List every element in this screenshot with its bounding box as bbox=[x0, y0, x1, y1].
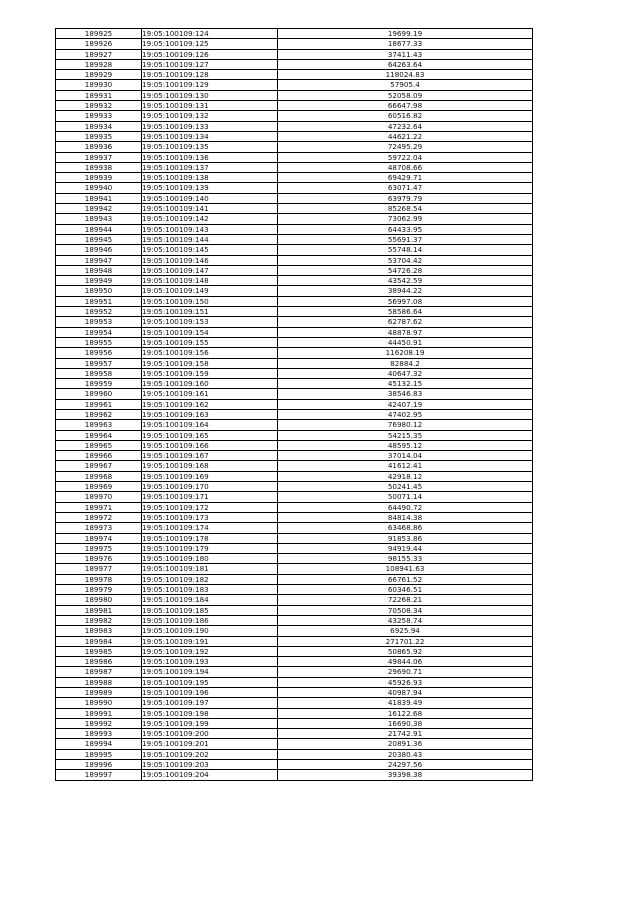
table-row bbox=[56, 420, 533, 430]
value-cell: 44621.22 bbox=[278, 131, 533, 141]
cadastral-number-cell: 19:05:100109:137 bbox=[142, 162, 278, 172]
table-row bbox=[56, 708, 533, 718]
value-cell: 40647.32 bbox=[278, 368, 533, 378]
row-id-cell: 189986 bbox=[56, 657, 142, 667]
cadastral-number-cell: 19:05:100109:161 bbox=[142, 389, 278, 399]
row-id-cell: 189951 bbox=[56, 296, 142, 306]
row-id-cell: 189995 bbox=[56, 749, 142, 759]
value-cell: 20380.43 bbox=[278, 749, 533, 759]
table-row bbox=[56, 461, 533, 471]
table-row bbox=[56, 307, 533, 317]
row-id-cell: 189958 bbox=[56, 368, 142, 378]
table-row bbox=[56, 90, 533, 100]
row-id-cell: 189949 bbox=[56, 276, 142, 286]
value-cell: 43258.74 bbox=[278, 615, 533, 625]
cadastral-number-cell: 19:05:100109:180 bbox=[142, 554, 278, 564]
table-row bbox=[56, 379, 533, 389]
row-id-cell: 189994 bbox=[56, 739, 142, 749]
value-cell: 50865.92 bbox=[278, 646, 533, 656]
cadastral-number-cell: 19:05:100109:202 bbox=[142, 749, 278, 759]
cadastral-number-cell: 19:05:100109:145 bbox=[142, 245, 278, 255]
cadastral-number-cell: 19:05:100109:140 bbox=[142, 193, 278, 203]
value-cell: 57905.4 bbox=[278, 80, 533, 90]
table-row bbox=[56, 688, 533, 698]
value-cell: 53704.42 bbox=[278, 255, 533, 265]
row-id-cell: 189964 bbox=[56, 430, 142, 440]
cadastral-number-cell: 19:05:100109:170 bbox=[142, 482, 278, 492]
table-row bbox=[56, 80, 533, 90]
row-id-cell: 189930 bbox=[56, 80, 142, 90]
value-cell: 98155.33 bbox=[278, 554, 533, 564]
value-cell: 63071.47 bbox=[278, 183, 533, 193]
row-id-cell: 189966 bbox=[56, 451, 142, 461]
table-row bbox=[56, 131, 533, 141]
row-id-cell: 189989 bbox=[56, 688, 142, 698]
row-id-cell: 189963 bbox=[56, 420, 142, 430]
table-row bbox=[56, 667, 533, 677]
table-row bbox=[56, 543, 533, 553]
cadastral-number-cell: 19:05:100109:125 bbox=[142, 39, 278, 49]
value-cell: 50071.14 bbox=[278, 492, 533, 502]
table-row bbox=[56, 265, 533, 275]
row-id-cell: 189982 bbox=[56, 615, 142, 625]
cadastral-number-cell: 19:05:100109:173 bbox=[142, 512, 278, 522]
cadastral-number-cell: 19:05:100109:172 bbox=[142, 502, 278, 512]
value-cell: 271701.22 bbox=[278, 636, 533, 646]
row-id-cell: 189992 bbox=[56, 718, 142, 728]
value-cell: 41612.41 bbox=[278, 461, 533, 471]
cadastral-number-cell: 19:05:100109:185 bbox=[142, 605, 278, 615]
cadastral-number-cell: 19:05:100109:167 bbox=[142, 451, 278, 461]
value-cell: 70508.34 bbox=[278, 605, 533, 615]
cadastral-table bbox=[55, 28, 533, 781]
cadastral-number-cell: 19:05:100109:192 bbox=[142, 646, 278, 656]
row-id-cell: 189938 bbox=[56, 162, 142, 172]
row-id-cell: 189967 bbox=[56, 461, 142, 471]
cadastral-number-cell: 19:05:100109:193 bbox=[142, 657, 278, 667]
table-row bbox=[56, 348, 533, 358]
cadastral-number-cell: 19:05:100109:181 bbox=[142, 564, 278, 574]
cadastral-number-cell: 19:05:100109:143 bbox=[142, 224, 278, 234]
table-row bbox=[56, 234, 533, 244]
row-id-cell: 189968 bbox=[56, 471, 142, 481]
value-cell: 63979.79 bbox=[278, 193, 533, 203]
table-row bbox=[56, 59, 533, 69]
table-row bbox=[56, 739, 533, 749]
value-cell: 76980.12 bbox=[278, 420, 533, 430]
table-row bbox=[56, 595, 533, 605]
row-id-cell: 189984 bbox=[56, 636, 142, 646]
cadastral-number-cell: 19:05:100109:197 bbox=[142, 698, 278, 708]
value-cell: 59722.04 bbox=[278, 152, 533, 162]
value-cell: 45926.93 bbox=[278, 677, 533, 687]
table-row bbox=[56, 193, 533, 203]
row-id-cell: 189971 bbox=[56, 502, 142, 512]
row-id-cell: 189934 bbox=[56, 121, 142, 131]
cadastral-number-cell: 19:05:100109:133 bbox=[142, 121, 278, 131]
table-row bbox=[56, 317, 533, 327]
value-cell: 37411.43 bbox=[278, 49, 533, 59]
value-cell: 39398.38 bbox=[278, 770, 533, 780]
cadastral-number-cell: 19:05:100109:130 bbox=[142, 90, 278, 100]
value-cell: 116208.19 bbox=[278, 348, 533, 358]
row-id-cell: 189977 bbox=[56, 564, 142, 574]
table-row bbox=[56, 502, 533, 512]
table-row bbox=[56, 718, 533, 728]
value-cell: 47402.95 bbox=[278, 409, 533, 419]
table-row bbox=[56, 729, 533, 739]
value-cell: 29690.71 bbox=[278, 667, 533, 677]
value-cell: 44450.91 bbox=[278, 337, 533, 347]
value-cell: 42918.12 bbox=[278, 471, 533, 481]
row-id-cell: 189961 bbox=[56, 399, 142, 409]
table-row bbox=[56, 204, 533, 214]
row-id-cell: 189980 bbox=[56, 595, 142, 605]
row-id-cell: 189926 bbox=[56, 39, 142, 49]
value-cell: 62787.62 bbox=[278, 317, 533, 327]
table-row bbox=[56, 585, 533, 595]
value-cell: 48878.97 bbox=[278, 327, 533, 337]
row-id-cell: 189942 bbox=[56, 204, 142, 214]
table-row bbox=[56, 482, 533, 492]
table-row bbox=[56, 327, 533, 337]
table-row bbox=[56, 574, 533, 584]
table-row bbox=[56, 492, 533, 502]
row-id-cell: 189945 bbox=[56, 234, 142, 244]
row-id-cell: 189960 bbox=[56, 389, 142, 399]
row-id-cell: 189952 bbox=[56, 307, 142, 317]
cadastral-number-cell: 19:05:100109:148 bbox=[142, 276, 278, 286]
cadastral-number-cell: 19:05:100109:135 bbox=[142, 142, 278, 152]
table-row bbox=[56, 296, 533, 306]
table-row bbox=[56, 49, 533, 59]
value-cell: 108941.63 bbox=[278, 564, 533, 574]
table-row bbox=[56, 636, 533, 646]
table-row bbox=[56, 677, 533, 687]
value-cell: 64433.95 bbox=[278, 224, 533, 234]
row-id-cell: 189937 bbox=[56, 152, 142, 162]
table-row bbox=[56, 770, 533, 780]
table-row bbox=[56, 440, 533, 450]
cadastral-number-cell: 19:05:100109:141 bbox=[142, 204, 278, 214]
cadastral-number-cell: 19:05:100109:153 bbox=[142, 317, 278, 327]
cadastral-number-cell: 19:05:100109:178 bbox=[142, 533, 278, 543]
table-row bbox=[56, 399, 533, 409]
cadastral-number-cell: 19:05:100109:131 bbox=[142, 101, 278, 111]
row-id-cell: 189988 bbox=[56, 677, 142, 687]
row-id-cell: 189953 bbox=[56, 317, 142, 327]
row-id-cell: 189993 bbox=[56, 729, 142, 739]
cadastral-number-cell: 19:05:100109:126 bbox=[142, 49, 278, 59]
cadastral-number-cell: 19:05:100109:200 bbox=[142, 729, 278, 739]
table-body bbox=[56, 29, 533, 781]
table-row bbox=[56, 276, 533, 286]
table-row bbox=[56, 564, 533, 574]
value-cell: 41839.49 bbox=[278, 698, 533, 708]
row-id-cell: 189970 bbox=[56, 492, 142, 502]
row-id-cell: 189943 bbox=[56, 214, 142, 224]
row-id-cell: 189981 bbox=[56, 605, 142, 615]
table-row bbox=[56, 389, 533, 399]
row-id-cell: 189997 bbox=[56, 770, 142, 780]
row-id-cell: 189936 bbox=[56, 142, 142, 152]
table-row bbox=[56, 121, 533, 131]
row-id-cell: 189965 bbox=[56, 440, 142, 450]
row-id-cell: 189976 bbox=[56, 554, 142, 564]
value-cell: 52058.09 bbox=[278, 90, 533, 100]
table-row bbox=[56, 533, 533, 543]
row-id-cell: 189925 bbox=[56, 29, 142, 39]
value-cell: 16690.38 bbox=[278, 718, 533, 728]
value-cell: 37014.04 bbox=[278, 451, 533, 461]
value-cell: 54726.28 bbox=[278, 265, 533, 275]
cadastral-number-cell: 19:05:100109:139 bbox=[142, 183, 278, 193]
cadastral-number-cell: 19:05:100109:160 bbox=[142, 379, 278, 389]
value-cell: 47232.64 bbox=[278, 121, 533, 131]
cadastral-number-cell: 19:05:100109:124 bbox=[142, 29, 278, 39]
value-cell: 72495.29 bbox=[278, 142, 533, 152]
row-id-cell: 189962 bbox=[56, 409, 142, 419]
cadastral-number-cell: 19:05:100109:165 bbox=[142, 430, 278, 440]
value-cell: 38546.83 bbox=[278, 389, 533, 399]
cadastral-number-cell: 19:05:100109:146 bbox=[142, 255, 278, 265]
value-cell: 82884.2 bbox=[278, 358, 533, 368]
cadastral-number-cell: 19:05:100109:183 bbox=[142, 585, 278, 595]
row-id-cell: 189939 bbox=[56, 173, 142, 183]
value-cell: 40987.94 bbox=[278, 688, 533, 698]
cadastral-number-cell: 19:05:100109:174 bbox=[142, 523, 278, 533]
value-cell: 18677.33 bbox=[278, 39, 533, 49]
row-id-cell: 189932 bbox=[56, 101, 142, 111]
table-row bbox=[56, 698, 533, 708]
cadastral-number-cell: 19:05:100109:142 bbox=[142, 214, 278, 224]
cadastral-number-cell: 19:05:100109:204 bbox=[142, 770, 278, 780]
cadastral-number-cell: 19:05:100109:182 bbox=[142, 574, 278, 584]
row-id-cell: 189959 bbox=[56, 379, 142, 389]
cadastral-number-cell: 19:05:100109:149 bbox=[142, 286, 278, 296]
table-row bbox=[56, 224, 533, 234]
value-cell: 91853.86 bbox=[278, 533, 533, 543]
table-row bbox=[56, 409, 533, 419]
table-row bbox=[56, 142, 533, 152]
table-row bbox=[56, 214, 533, 224]
cadastral-number-cell: 19:05:100109:166 bbox=[142, 440, 278, 450]
value-cell: 69429.71 bbox=[278, 173, 533, 183]
cadastral-number-cell: 19:05:100109:194 bbox=[142, 667, 278, 677]
row-id-cell: 189944 bbox=[56, 224, 142, 234]
row-id-cell: 189954 bbox=[56, 327, 142, 337]
value-cell: 60346.51 bbox=[278, 585, 533, 595]
table-row bbox=[56, 523, 533, 533]
cadastral-number-cell: 19:05:100109:159 bbox=[142, 368, 278, 378]
row-id-cell: 189972 bbox=[56, 512, 142, 522]
value-cell: 38944.22 bbox=[278, 286, 533, 296]
cadastral-number-cell: 19:05:100109:199 bbox=[142, 718, 278, 728]
row-id-cell: 189956 bbox=[56, 348, 142, 358]
row-id-cell: 189946 bbox=[56, 245, 142, 255]
value-cell: 56997.08 bbox=[278, 296, 533, 306]
row-id-cell: 189996 bbox=[56, 760, 142, 770]
value-cell: 21742.91 bbox=[278, 729, 533, 739]
value-cell: 42407.19 bbox=[278, 399, 533, 409]
table-row bbox=[56, 626, 533, 636]
cadastral-number-cell: 19:05:100109:154 bbox=[142, 327, 278, 337]
cadastral-number-cell: 19:05:100109:156 bbox=[142, 348, 278, 358]
row-id-cell: 189978 bbox=[56, 574, 142, 584]
value-cell: 55691.37 bbox=[278, 234, 533, 244]
table-row bbox=[56, 70, 533, 80]
table-row bbox=[56, 183, 533, 193]
cadastral-number-cell: 19:05:100109:162 bbox=[142, 399, 278, 409]
row-id-cell: 189975 bbox=[56, 543, 142, 553]
table-row bbox=[56, 451, 533, 461]
row-id-cell: 189974 bbox=[56, 533, 142, 543]
cadastral-number-cell: 19:05:100109:155 bbox=[142, 337, 278, 347]
value-cell: 6925.94 bbox=[278, 626, 533, 636]
value-cell: 58586.64 bbox=[278, 307, 533, 317]
cadastral-number-cell: 19:05:100109:184 bbox=[142, 595, 278, 605]
cadastral-number-cell: 19:05:100109:136 bbox=[142, 152, 278, 162]
row-id-cell: 189928 bbox=[56, 59, 142, 69]
table-row bbox=[56, 173, 533, 183]
value-cell: 54215.35 bbox=[278, 430, 533, 440]
value-cell: 55748.14 bbox=[278, 245, 533, 255]
table-row bbox=[56, 29, 533, 39]
row-id-cell: 189927 bbox=[56, 49, 142, 59]
cadastral-number-cell: 19:05:100109:179 bbox=[142, 543, 278, 553]
value-cell: 84814.38 bbox=[278, 512, 533, 522]
table-row bbox=[56, 152, 533, 162]
value-cell: 19699.19 bbox=[278, 29, 533, 39]
cadastral-number-cell: 19:05:100109:196 bbox=[142, 688, 278, 698]
table-row bbox=[56, 368, 533, 378]
cadastral-number-cell: 19:05:100109:134 bbox=[142, 131, 278, 141]
table-row bbox=[56, 512, 533, 522]
value-cell: 85268.54 bbox=[278, 204, 533, 214]
table-row bbox=[56, 760, 533, 770]
value-cell: 64490.72 bbox=[278, 502, 533, 512]
table-row bbox=[56, 605, 533, 615]
cadastral-number-cell: 19:05:100109:191 bbox=[142, 636, 278, 646]
cadastral-number-cell: 19:05:100109:158 bbox=[142, 358, 278, 368]
row-id-cell: 189935 bbox=[56, 131, 142, 141]
row-id-cell: 189950 bbox=[56, 286, 142, 296]
value-cell: 49844.06 bbox=[278, 657, 533, 667]
cadastral-number-cell: 19:05:100109:203 bbox=[142, 760, 278, 770]
value-cell: 20891.36 bbox=[278, 739, 533, 749]
row-id-cell: 189931 bbox=[56, 90, 142, 100]
row-id-cell: 189929 bbox=[56, 70, 142, 80]
cadastral-number-cell: 19:05:100109:138 bbox=[142, 173, 278, 183]
cadastral-number-cell: 19:05:100109:144 bbox=[142, 234, 278, 244]
table-row bbox=[56, 245, 533, 255]
value-cell: 94919.44 bbox=[278, 543, 533, 553]
value-cell: 63468.86 bbox=[278, 523, 533, 533]
table-row bbox=[56, 101, 533, 111]
table-row bbox=[56, 337, 533, 347]
cadastral-number-cell: 19:05:100109:198 bbox=[142, 708, 278, 718]
cadastral-number-cell: 19:05:100109:151 bbox=[142, 307, 278, 317]
value-cell: 50241.45 bbox=[278, 482, 533, 492]
row-id-cell: 189991 bbox=[56, 708, 142, 718]
cadastral-number-cell: 19:05:100109:186 bbox=[142, 615, 278, 625]
row-id-cell: 189987 bbox=[56, 667, 142, 677]
value-cell: 43542.59 bbox=[278, 276, 533, 286]
row-id-cell: 189955 bbox=[56, 337, 142, 347]
row-id-cell: 189957 bbox=[56, 358, 142, 368]
table-row bbox=[56, 255, 533, 265]
table-row bbox=[56, 162, 533, 172]
cadastral-number-cell: 19:05:100109:150 bbox=[142, 296, 278, 306]
table-row bbox=[56, 615, 533, 625]
value-cell: 64263.64 bbox=[278, 59, 533, 69]
cadastral-number-cell: 19:05:100109:171 bbox=[142, 492, 278, 502]
value-cell: 45132.15 bbox=[278, 379, 533, 389]
table-row bbox=[56, 749, 533, 759]
cadastral-number-cell: 19:05:100109:129 bbox=[142, 80, 278, 90]
table-row bbox=[56, 111, 533, 121]
row-id-cell: 189983 bbox=[56, 626, 142, 636]
cadastral-number-cell: 19:05:100109:147 bbox=[142, 265, 278, 275]
row-id-cell: 189947 bbox=[56, 255, 142, 265]
value-cell: 118024.83 bbox=[278, 70, 533, 80]
cadastral-number-cell: 19:05:100109:127 bbox=[142, 59, 278, 69]
table-row bbox=[56, 657, 533, 667]
cadastral-number-cell: 19:05:100109:164 bbox=[142, 420, 278, 430]
value-cell: 48595.12 bbox=[278, 440, 533, 450]
row-id-cell: 189969 bbox=[56, 482, 142, 492]
row-id-cell: 189979 bbox=[56, 585, 142, 595]
value-cell: 16122.68 bbox=[278, 708, 533, 718]
value-cell: 72268.21 bbox=[278, 595, 533, 605]
cadastral-number-cell: 19:05:100109:163 bbox=[142, 409, 278, 419]
table-row bbox=[56, 286, 533, 296]
value-cell: 66761.52 bbox=[278, 574, 533, 584]
row-id-cell: 189941 bbox=[56, 193, 142, 203]
cadastral-number-cell: 19:05:100109:168 bbox=[142, 461, 278, 471]
table-row bbox=[56, 358, 533, 368]
value-cell: 48708.66 bbox=[278, 162, 533, 172]
cadastral-number-cell: 19:05:100109:169 bbox=[142, 471, 278, 481]
row-id-cell: 189973 bbox=[56, 523, 142, 533]
table-row bbox=[56, 39, 533, 49]
value-cell: 24297.56 bbox=[278, 760, 533, 770]
cadastral-number-cell: 19:05:100109:132 bbox=[142, 111, 278, 121]
table-row bbox=[56, 554, 533, 564]
cadastral-number-cell: 19:05:100109:128 bbox=[142, 70, 278, 80]
row-id-cell: 189985 bbox=[56, 646, 142, 656]
row-id-cell: 189933 bbox=[56, 111, 142, 121]
row-id-cell: 189990 bbox=[56, 698, 142, 708]
cadastral-number-cell: 19:05:100109:190 bbox=[142, 626, 278, 636]
table-row bbox=[56, 646, 533, 656]
cadastral-number-cell: 19:05:100109:201 bbox=[142, 739, 278, 749]
table-row bbox=[56, 471, 533, 481]
value-cell: 66647.98 bbox=[278, 101, 533, 111]
table-row bbox=[56, 430, 533, 440]
cadastral-number-cell: 19:05:100109:195 bbox=[142, 677, 278, 687]
row-id-cell: 189940 bbox=[56, 183, 142, 193]
row-id-cell: 189948 bbox=[56, 265, 142, 275]
value-cell: 60516.82 bbox=[278, 111, 533, 121]
value-cell: 73062.99 bbox=[278, 214, 533, 224]
